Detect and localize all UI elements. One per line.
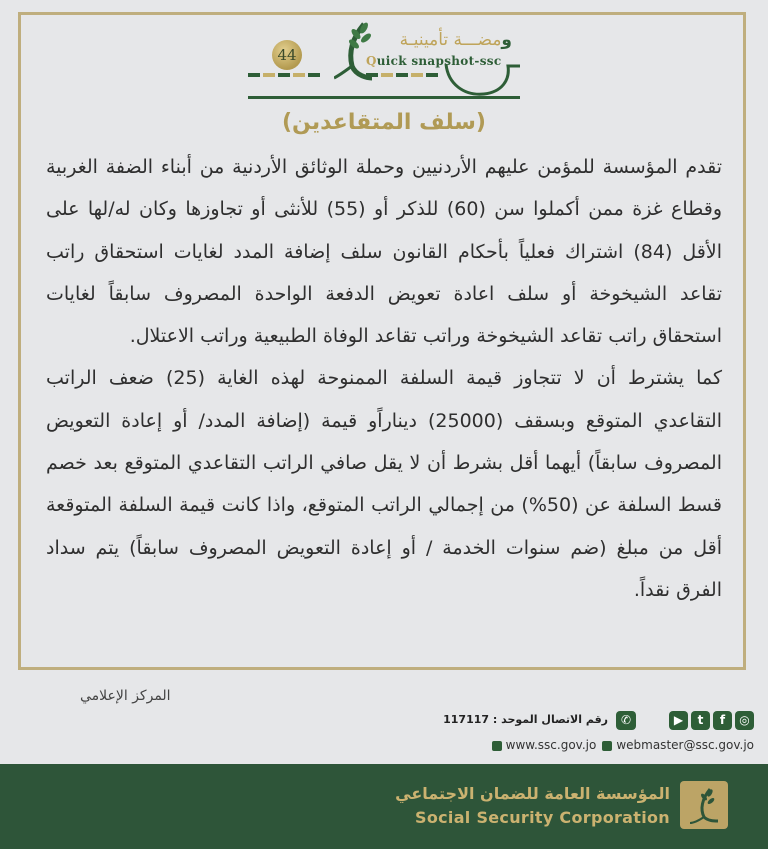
- youtube-icon[interactable]: ▶: [669, 711, 688, 730]
- brand-english: Quick snapshot-ssc: [366, 54, 502, 68]
- email-icon: [602, 741, 612, 751]
- ssc-logo-icon: [680, 781, 728, 829]
- org-name-english: Social Security Corporation: [415, 808, 670, 827]
- decorative-arc: [444, 62, 520, 98]
- facebook-icon[interactable]: f: [713, 711, 732, 730]
- contact-info: [443, 709, 754, 757]
- decorative-dashes-left: [248, 73, 320, 77]
- org-name-arabic: المؤسسة العامة للضمان الاجتماعي: [395, 784, 670, 803]
- instagram-icon[interactable]: ◎: [735, 711, 754, 730]
- issue-badge: 44: [272, 40, 302, 70]
- web-links: [492, 738, 754, 752]
- header-logo: [248, 18, 520, 104]
- email-link[interactable]: webmaster@ssc.gov.jo: [602, 738, 754, 752]
- signature: المركز الإعلامي: [80, 688, 171, 704]
- social-icons: [669, 711, 754, 730]
- globe-icon: [492, 741, 502, 751]
- brand-arabic: ومضـــة تأمينيـة: [399, 30, 512, 50]
- footer-bar: [0, 764, 768, 849]
- twitter-icon[interactable]: t: [691, 711, 710, 730]
- paragraph: كما يشترط أن لا تتجاوز قيمة السلفة الممنوحة لهذه الغاية (25) ضعف الراتب التقاعدي المتوقع وبسقف (25000) ديناراًو قيمة (إضافة المدد/ أو إعادة التعويض المصروف سابقاً) أيهما أقل بشرط أن لا يقل صافي الراتب التقاعدي المتوقع بعد خصم قسط السلفة عن (50%) من إجمالي الراتب المتوقع، واذا كانت قيمة السلفة المتوقعة أقل من مبلغ (ضم سنوات الخدمة / أو إعادة التعويض المصروف سابقاً) يتم سداد الفرق نقداً.: [46, 367, 722, 601]
- header-divider: [248, 96, 520, 99]
- article-body: [46, 146, 722, 611]
- website-link[interactable]: www.ssc.gov.jo: [492, 738, 597, 752]
- page-title: (سلف المتقاعدين): [281, 110, 486, 135]
- decorative-dashes-right: [366, 73, 438, 77]
- phone-icon: ✆: [616, 711, 636, 730]
- paragraph: تقدم المؤسسة للمؤمن عليهم الأردنيين وحملة الوثائق الأردنية من أبناء الضفة الغربية وقطاع غزة ممن أكملوا سن (60) للذكر أو (55) للأنثى أو تجاوزها وكان له/لها على الأقل (84) اشتراك فعلياً بأحكام القانون سلف إضافة المدد لغايات استحقاق راتب تقاعد الشيخوخة أو سلف اعادة تعويض الدفعة الواحدة المصروف سابقاً لغايات استحقاق راتب تقاعد الشيخوخة وراتب تقاعد الوفاة الطبيعية وراتب الاعتلال.: [46, 156, 722, 348]
- phone-number[interactable]: رقم الاتصال الموحد : 117117: [443, 713, 608, 726]
